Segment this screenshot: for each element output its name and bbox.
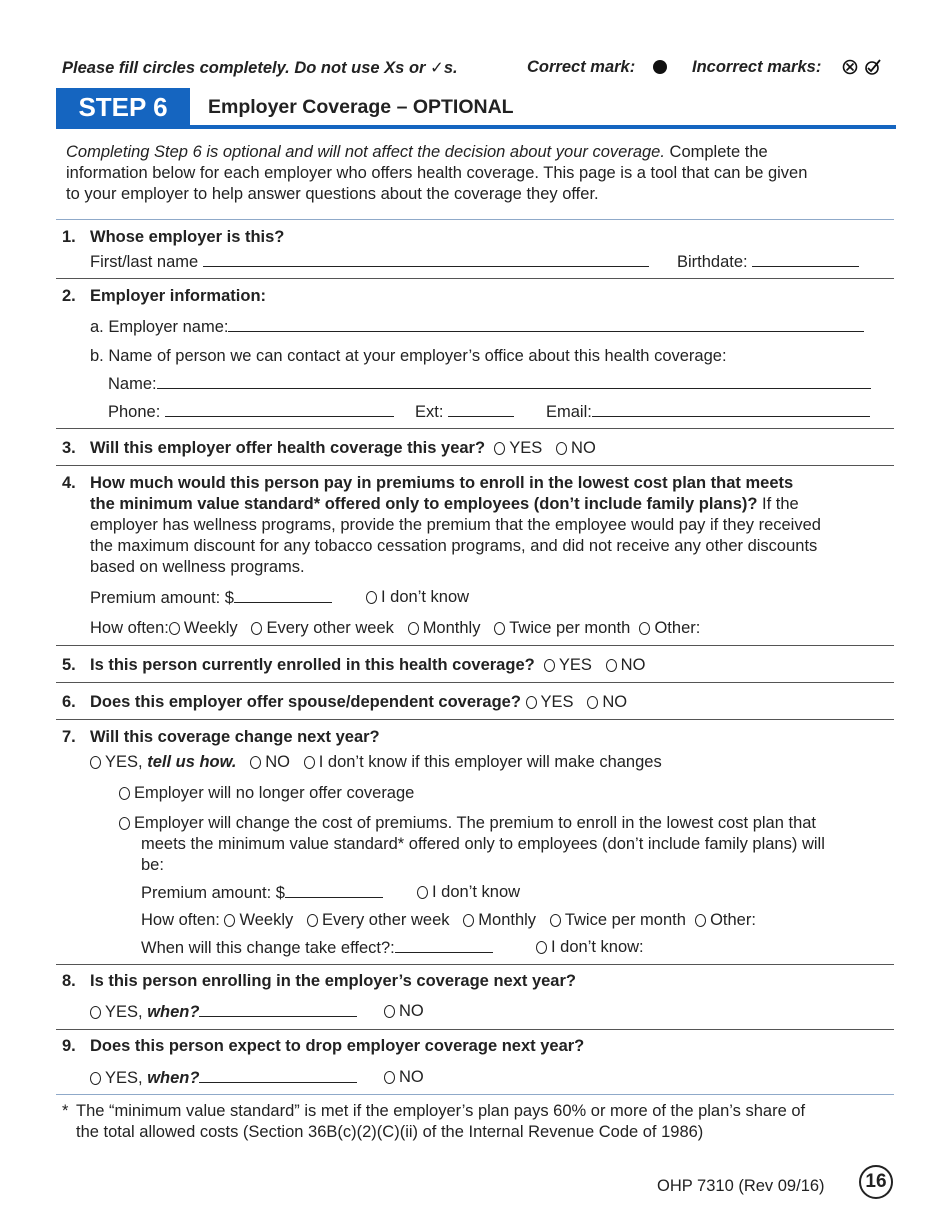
q4-premium-field[interactable] (234, 588, 332, 603)
q6-number: 6. (62, 693, 76, 711)
q5-yes-radio[interactable] (544, 659, 555, 672)
q7-when-field[interactable] (395, 938, 493, 953)
q9-yes-radio[interactable] (90, 1072, 101, 1085)
q2-number: 2. (62, 287, 76, 305)
form-id: OHP 7310 (Rev 09/16) (657, 1177, 825, 1195)
q1-name-row: First/last name (90, 252, 649, 272)
q7-when-row: When will this change take effect?: (141, 938, 493, 958)
q7-answer-row: YES, tell us how. NO I don’t know if this employer will make changes (90, 753, 662, 772)
q7-how-often-row: How often: Weekly Every other week Monthly Twice per month Other: (141, 911, 756, 929)
q1-birthdate-row: Birthdate: (677, 252, 859, 272)
q9-answer-row: YES, when? (90, 1068, 357, 1088)
intro-line-1: Completing Step 6 is optional and will not affect the decision about your coverage. Complete the (66, 143, 768, 161)
divider (56, 278, 894, 279)
q9-when-field[interactable] (199, 1068, 357, 1083)
divider (56, 1029, 894, 1030)
footnote-line-2: the total allowed costs (Section 36B(c)(2)(C)(ii) of the Internal Revenue Code of 1986) (76, 1123, 704, 1141)
q7-weekly-radio[interactable] (224, 914, 235, 927)
intro-line-2: information below for each employer who offers health coverage. This page is a tool that can be given (66, 164, 808, 182)
q2-ext-row: Ext: (415, 402, 514, 422)
q4-line-2: the minimum value standard* offered only to employees (don’t include family plans)? If the (90, 495, 799, 513)
q4-line-1: How much would this person pay in premiums to enroll in the lowest cost plan that meets (90, 474, 794, 492)
q2-employer-name-row: a. Employer name: (90, 317, 864, 337)
q2-email-row: Email: (546, 402, 870, 422)
q9-number: 9. (62, 1037, 76, 1055)
q7-premium-dont-know-option: I don’t know (417, 883, 520, 902)
q2-contact-name-row: Name: (108, 374, 871, 394)
q9-no-radio[interactable] (384, 1071, 395, 1084)
q4-line-4: the maximum discount for any tobacco cessation programs, and did not receive any other discounts (90, 537, 818, 555)
q7-other-radio[interactable] (695, 914, 706, 927)
divider (56, 465, 894, 466)
q7-no-radio[interactable] (250, 756, 261, 769)
q7-change-option: Employer will change the cost of premiums. The premium to enroll in the lowest cost plan that (119, 814, 816, 833)
q5-number: 5. (62, 656, 76, 674)
incorrect-marks-label: Incorrect marks: (692, 58, 822, 76)
q3-title: Will this employer offer health coverage this year? (90, 439, 486, 457)
q9-no-option: NO (384, 1068, 424, 1087)
q1-number: 1. (62, 228, 76, 246)
filled-circle-icon (653, 60, 667, 74)
correct-mark-label: Correct mark: (527, 58, 636, 76)
q7-change-cost-radio[interactable] (119, 817, 130, 830)
q6-row: Does this employer offer spouse/dependent coverage? YES NO (90, 693, 628, 711)
q3-number: 3. (62, 439, 76, 457)
q6-title: Does this employer offer spouse/dependent coverage? (90, 693, 521, 711)
q7-premium-row: Premium amount: $ (141, 883, 383, 903)
divider (56, 719, 894, 720)
q4-other-radio[interactable] (639, 622, 650, 635)
step-badge: STEP 6 (56, 88, 190, 126)
q4-dont-know-radio[interactable] (366, 591, 377, 604)
ext-field[interactable] (448, 402, 514, 417)
employer-name-field[interactable] (228, 317, 864, 332)
q2-title: Employer information: (90, 287, 267, 305)
q4-monthly-radio[interactable] (408, 622, 419, 635)
divider (56, 1094, 894, 1095)
q8-no-option: NO (384, 1002, 424, 1021)
intro-line-3: to your employer to help answer questions about the coverage they offer. (66, 185, 599, 203)
q4-line-3: employer has wellness programs, provide the premium that the employee would pay if they received (90, 516, 821, 534)
q7-yes-radio[interactable] (90, 756, 101, 769)
q3-yes-radio[interactable] (494, 442, 505, 455)
q7-number: 7. (62, 728, 76, 746)
q4-every-other-week-radio[interactable] (251, 622, 262, 635)
q7-no-longer-radio[interactable] (119, 787, 130, 800)
q8-yes-radio[interactable] (90, 1006, 101, 1019)
divider (56, 219, 894, 220)
q9-title: Does this person expect to drop employer coverage next year? (90, 1037, 585, 1055)
q7-monthly-radio[interactable] (463, 914, 474, 927)
q8-number: 8. (62, 972, 76, 990)
q8-answer-row: YES, when? (90, 1002, 357, 1022)
q4-premium-row: Premium amount: $ (90, 588, 332, 608)
q6-no-radio[interactable] (587, 696, 598, 709)
phone-field[interactable] (165, 402, 394, 417)
q7-premium-dont-know-radio[interactable] (417, 886, 428, 899)
q8-no-radio[interactable] (384, 1005, 395, 1018)
q5-title: Is this person currently enrolled in this health coverage? (90, 656, 535, 674)
q1-title: Whose employer is this? (90, 228, 285, 246)
q7-title: Will this coverage change next year? (90, 728, 380, 746)
q5-row: Is this person currently enrolled in this health coverage? YES NO (90, 656, 646, 674)
q7-every-other-week-radio[interactable] (307, 914, 318, 927)
divider (56, 964, 894, 965)
divider (56, 645, 894, 646)
divider (56, 682, 894, 683)
q1-birthdate-field[interactable] (752, 252, 859, 267)
email-field[interactable] (592, 402, 870, 417)
q4-weekly-radio[interactable] (169, 622, 180, 635)
q4-twice-per-month-radio[interactable] (494, 622, 505, 635)
q4-dont-know-option: I don’t know (366, 588, 469, 607)
q8-when-field[interactable] (199, 1002, 357, 1017)
q3-row: Will this employer offer health coverage this year? YES NO (90, 439, 596, 457)
incorrect-marks-icon (842, 58, 884, 76)
q7-premium-field[interactable] (285, 883, 383, 898)
q7-no-longer-option: Employer will no longer offer coverage (119, 784, 414, 803)
instructions-text: Please fill circles completely. Do not use Xs or ✓s. (62, 59, 458, 77)
step-underline (56, 125, 896, 129)
q7-when-dont-know-radio[interactable] (536, 941, 547, 954)
step-title: Employer Coverage – OPTIONAL (208, 96, 514, 118)
q7-twice-per-month-radio[interactable] (550, 914, 561, 927)
q4-how-often-row: How often: Weekly Every other week Monthly Twice per month Other: (90, 619, 701, 637)
contact-name-field[interactable] (157, 374, 871, 389)
q5-no-radio[interactable] (606, 659, 617, 672)
q3-no-radio[interactable] (556, 442, 567, 455)
q7-change-line-3: be: (141, 856, 164, 874)
divider (56, 428, 894, 429)
q7-dont-know-radio[interactable] (304, 756, 315, 769)
q6-yes-radio[interactable] (526, 696, 537, 709)
q8-title: Is this person enrolling in the employer’s coverage next year? (90, 972, 576, 990)
footnote-line-1: The “minimum value standard” is met if the employer’s plan pays 60% or more of the plan’s share of (76, 1102, 806, 1120)
q1-name-field[interactable] (203, 252, 649, 267)
footnote-star: * (62, 1102, 69, 1120)
q7-when-dont-know-option: I don’t know: (536, 938, 644, 957)
page-number: 16 (859, 1165, 893, 1199)
q4-number: 4. (62, 474, 76, 492)
q7-change-line-2: meets the minimum value standard* offered only to employees (don’t include family plans) will (141, 835, 825, 853)
q2-phone-row: Phone: (108, 402, 394, 422)
q4-line-5: based on wellness programs. (90, 558, 305, 576)
q2-contact-label: b. Name of person we can contact at your employer’s office about this health coverage: (90, 347, 727, 365)
